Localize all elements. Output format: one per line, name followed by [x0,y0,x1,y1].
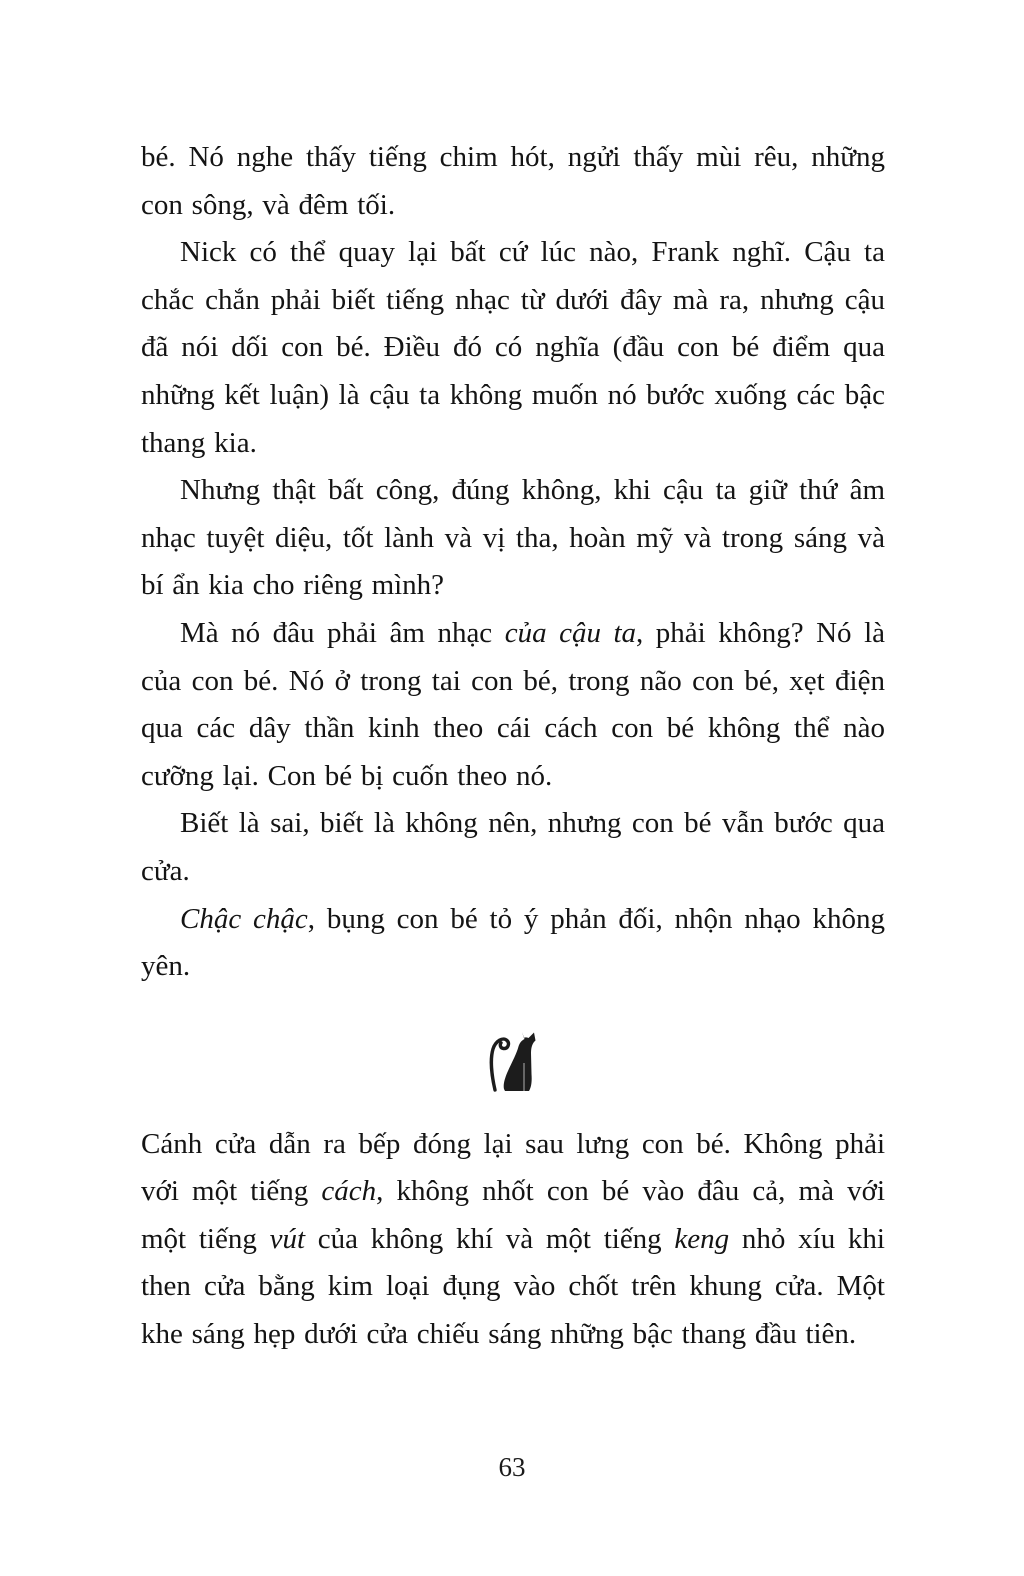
text-run: của không khí và một tiếng [305,1222,675,1255]
paragraph [141,134,885,229]
text-run: Cánh cửa dẫn ra bếp đóng lại sau lưng con bé. Không phải với một tiếng [141,1127,885,1208]
italic-text-run: cách [321,1175,377,1208]
text-run: Biết là sai, biết là không nên, nhưng con bé vẫn bước qua cửa. [141,807,885,887]
italic-text-run: keng [674,1222,730,1255]
italic-text-run: của cậu ta [504,616,637,649]
sitting-cat-silhouette-icon [483,1029,543,1093]
text-run: Nhưng thật bất công, đúng không, khi cậu ta giữ thứ âm nhạc tuyệt diệu, tốt lành và vị tha, hoàn mỹ và trong sáng và bí ẩn kia cho riêng mình? [141,474,885,602]
paragraph [141,467,885,610]
paragraph [141,896,885,991]
paragraph [141,1121,885,1359]
paragraph [141,610,885,800]
section-break-ornament [141,1029,885,1093]
text-run: Nick có thể quay lại bất cứ lúc nào, Frank nghĩ. Cậu ta chắc chắn phải biết tiếng nhạc từ dưới đây mà ra, nhưng cậu đã nói dối con bé. Điều đó có nghĩa (đầu con bé điểm qua những kết luận) là cậu ta không muốn nó bước xuống các bậc thang kia. [141,236,885,459]
text-run: , phải không? Nó là của con bé. Nó ở trong tai con bé, trong não con bé, xẹt điện qua các dây thần kinh theo cái cách con bé không thể nào cưỡng lại. Con bé bị cuốn theo nó. [141,616,885,792]
text-block-before [141,134,885,991]
text-run: , không nhốt con bé vào đâu cả, mà với một tiếng [141,1175,885,1255]
text-block [141,134,885,1359]
paragraph [141,800,885,895]
text-run: Mà nó đâu phải âm nhạc [180,616,505,649]
text-block-after [141,1121,885,1359]
text-run: nhỏ xíu khi then cửa bằng kim loại đụng vào chốt trên khung cửa. Một khe sáng hẹp dưới cửa chiếu sáng những bậc thang đầu tiên. [141,1222,885,1351]
text-run: bé. Nó nghe thấy tiếng chim hót, ngửi thấy mùi rêu, những con sông, và đêm tối. [141,141,885,221]
page-number: 63 [498,1452,526,1482]
italic-text-run: Chậc chậc [180,902,308,935]
paragraph [141,229,885,467]
text-run: , bụng con bé tỏ ý phản đối, nhộn nhạo không yên. [141,902,885,983]
italic-text-run: vút [269,1222,306,1255]
